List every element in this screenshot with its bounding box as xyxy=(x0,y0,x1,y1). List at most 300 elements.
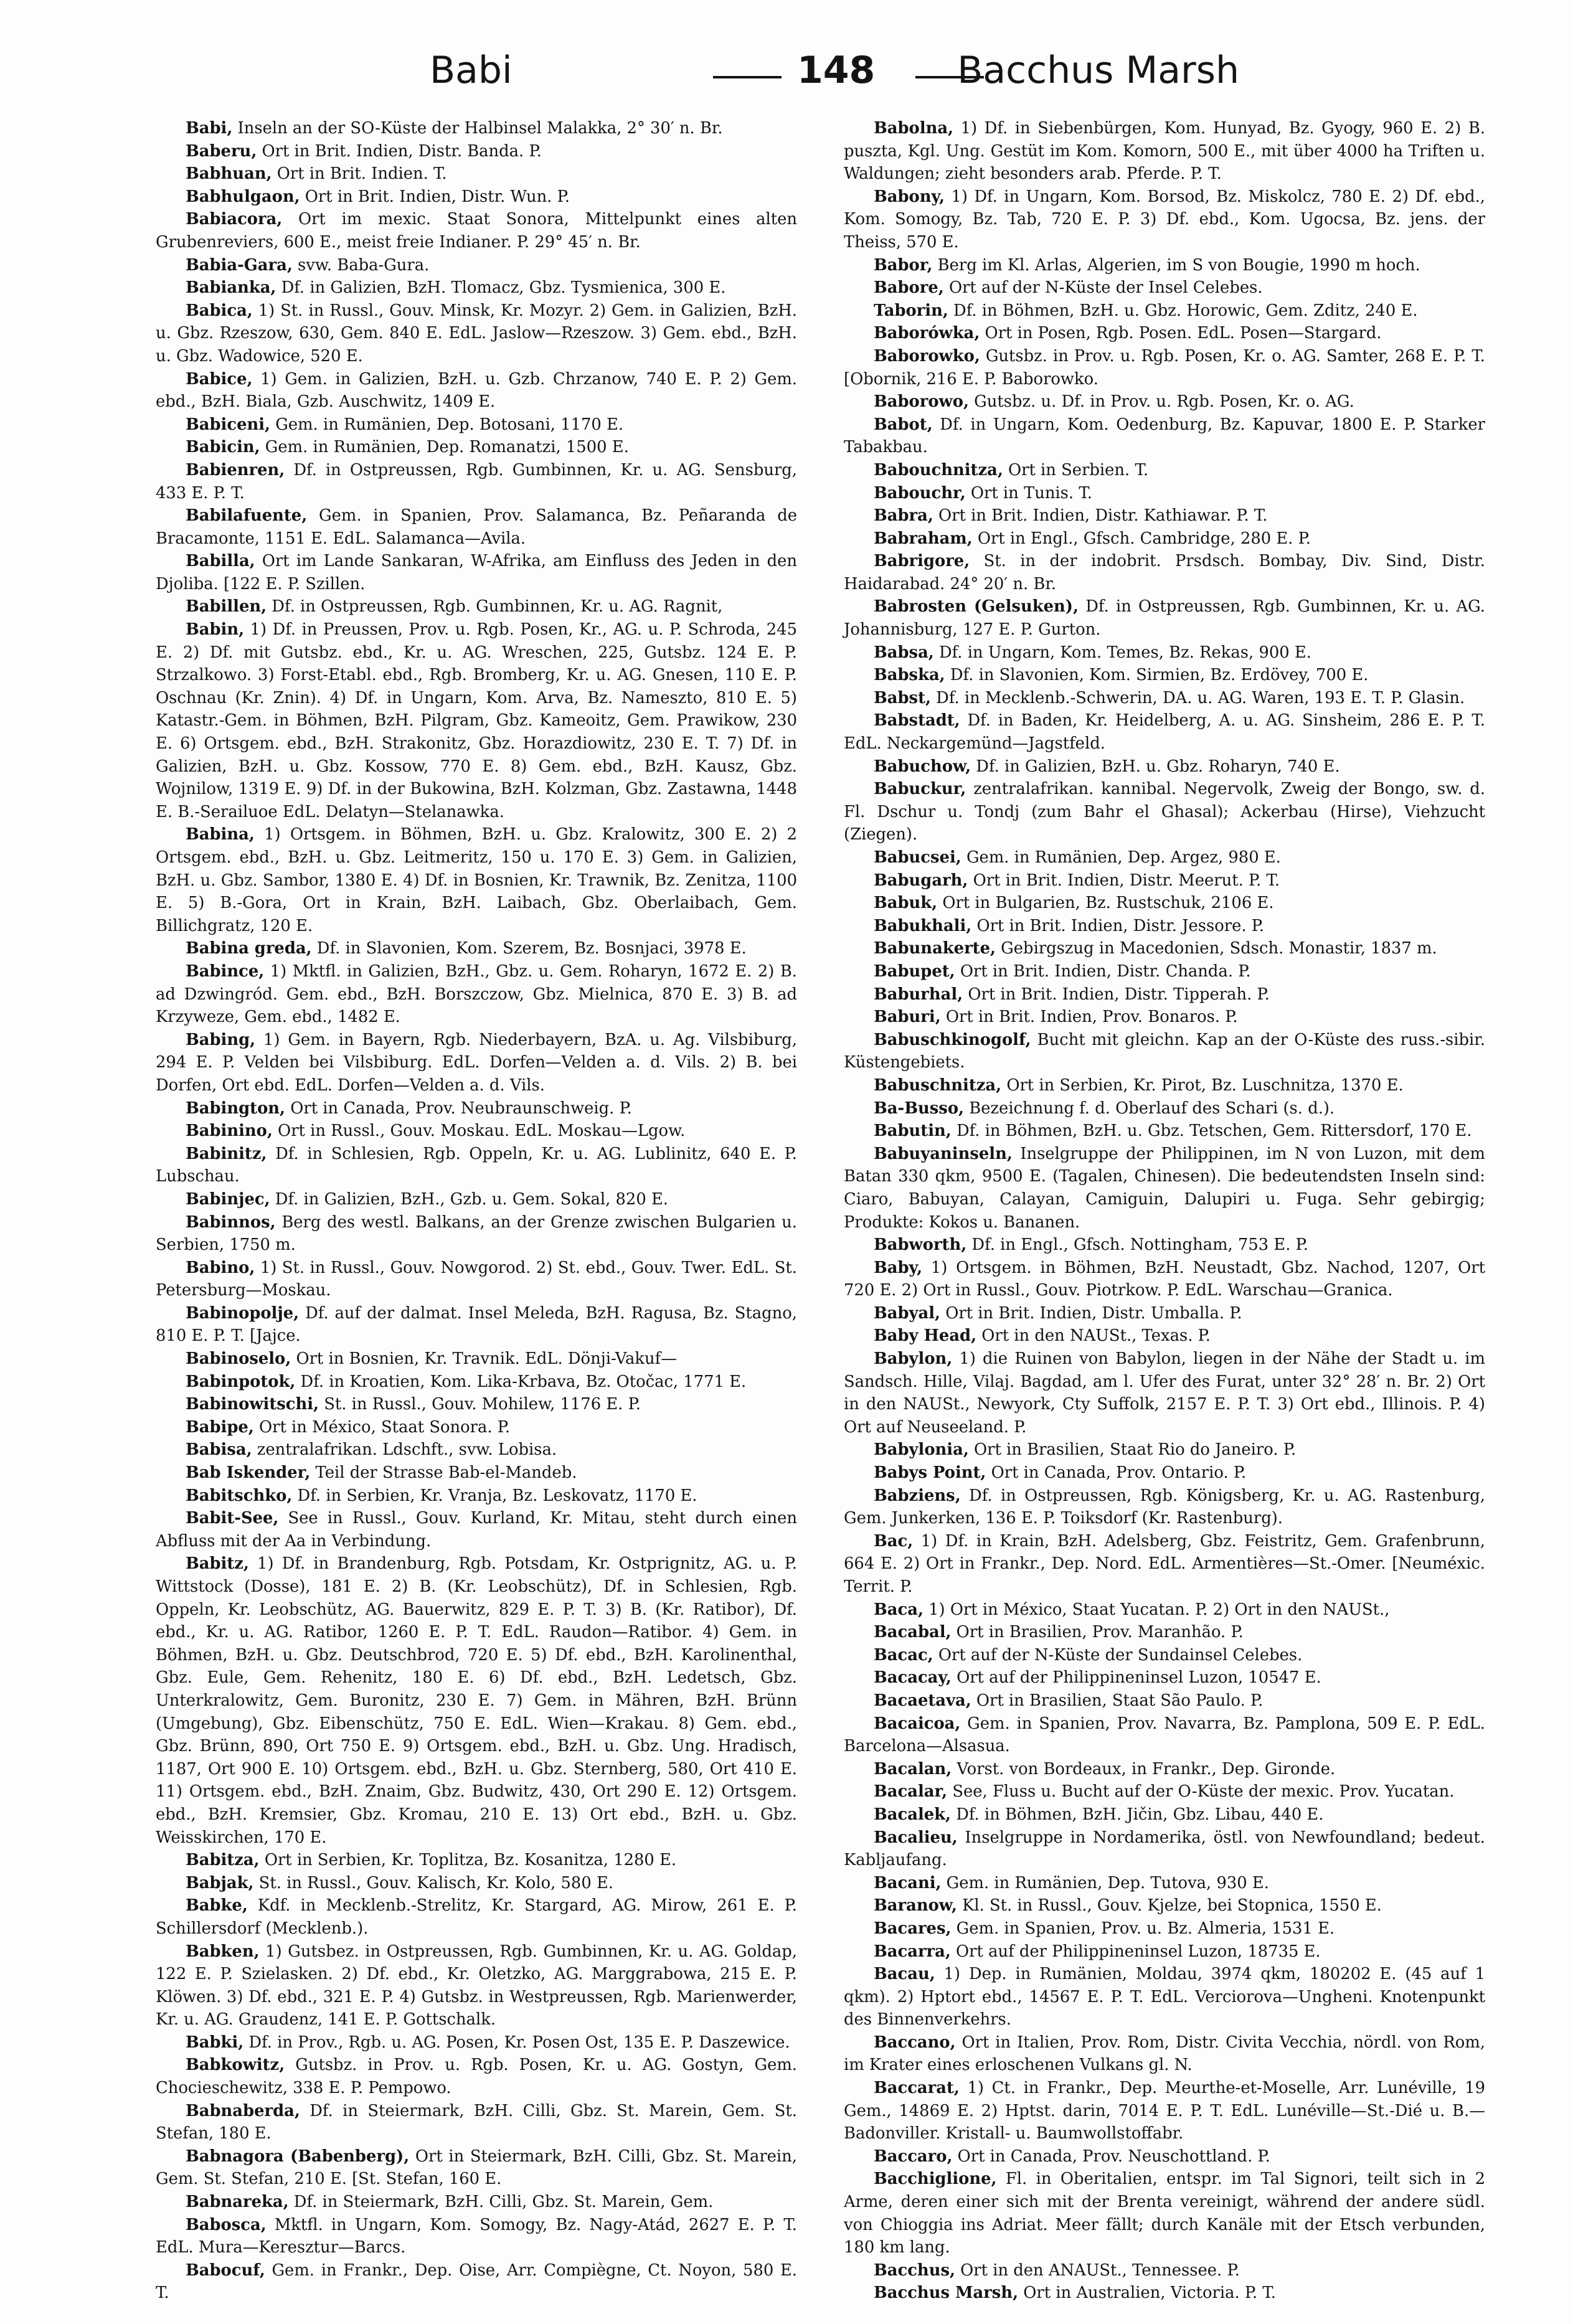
gazetteer-entry xyxy=(156,1393,797,1416)
entry-headword: Babilafuente, xyxy=(186,506,308,526)
gazetteer-entry xyxy=(156,1348,797,1371)
gazetteer-entry xyxy=(844,915,1485,938)
entry-text: Teil der Strasse Bab-el-Mandeb. xyxy=(310,1463,577,1483)
entry-text: Gebirgszug in Macedonien, Sdsch. Monastir, 1837 m. xyxy=(995,939,1437,958)
entry-text: Berg im Kl. Arlas, Algerien, im S von Bougie, 1990 m hoch. xyxy=(932,255,1420,275)
entry-headword: Babitz, xyxy=(186,1554,249,1574)
entry-text: Ort in Canada, Prov. Neubraunschweig. P. xyxy=(285,1098,632,1118)
gazetteer-entry xyxy=(844,2077,1485,2145)
entry-text: Ort in Brit. Indien, Distr. Kathiawar. P. T. xyxy=(933,506,1268,526)
gazetteer-entry xyxy=(844,1302,1485,1325)
entry-headword: Babziens, xyxy=(874,1486,961,1505)
entry-headword: Babska, xyxy=(874,666,945,685)
entry-headword: Babinnos, xyxy=(186,1212,276,1232)
entry-headword: Bac, xyxy=(874,1531,914,1551)
entry-headword: Baborowko, xyxy=(874,346,980,366)
entry-text: Gem. in Frankr., Dep. Oise, Arr. Compiègne, Ct. Noyon, 580 E. T. xyxy=(156,2260,797,2303)
entry-headword: Babianka, xyxy=(186,278,276,298)
entry-headword: Babolna, xyxy=(874,119,954,138)
entry-headword: Baranow, xyxy=(874,1896,957,1915)
gazetteer-entry xyxy=(156,1462,797,1485)
entry-headword: Babinowitschi, xyxy=(186,1395,319,1414)
gazetteer-entry xyxy=(844,778,1485,846)
entry-headword: Babosca, xyxy=(186,2215,267,2234)
entry-text: Df. in Ostpreussen, Rgb. Königsberg, Kr. u. AG. Rastenburg, Gem. Junkerken, 136 E. P. Toiksdorf (Kr. Rastenburg). xyxy=(844,1486,1485,1528)
entry-headword: Babi, xyxy=(186,119,233,138)
gazetteer-entry xyxy=(844,2145,1485,2168)
entry-text: 1) Gem. in Bayern, Rgb. Niederbayern, BzA. u. Ag. Vilsbiburg, 294 E. P. Velden bei Vilsbiburg. EdL. Dorfen—Velden a. d. Vils. 2) B. bei Dorfen, Ort ebd. EdL. Dorfen—Velden a. d. Vils. xyxy=(156,1030,797,1095)
entry-text: Df. in Schlesien, Rgb. Oppeln, Kr. u. AG. Lublinitz, 640 E. P. Lubschau. xyxy=(156,1144,797,1186)
entry-text: 1) St. in Russl., Gouv. Minsk, Kr. Mozyr. 2) Gem. in Galizien, BzH. u. Gbz. Rzeszow, 630, Gem. 840 E. EdL. Jaslow—Rzeszow. 3) Gem. ebd., BzH. u. Gbz. Wadowice, 520 E. xyxy=(156,301,797,366)
entry-headword: Babipe, xyxy=(186,1417,254,1437)
header-last-entry: Bacchus Marsh xyxy=(957,49,1239,92)
gazetteer-entry xyxy=(844,1712,1485,1758)
entry-headword: Ba-Busso, xyxy=(874,1098,965,1118)
gazetteer-entry xyxy=(844,1074,1485,1097)
entry-text: Df. in Böhmen, BzH. u. Gbz. Horowic, Gem. Zditz, 240 E. xyxy=(948,301,1418,320)
entry-text: Ort im Lande Sankaran, W-Afrika, am Einfluss des Jeden in den Djoliba. [122 E. P. Szillen. xyxy=(156,552,797,593)
entry-headword: Babuckur, xyxy=(874,780,966,799)
entry-text: 1) Mktfl. in Galizien, BzH., Gbz. u. Gem. Roharyn, 1672 E. 2) B. ad Dzwingród. Gem. ebd., BzH. Borszczow, Gbz. Mielnica, 870 E. 3) B. ad Krzyweze, Gem. ebd., 1482 E. xyxy=(156,961,797,1027)
entry-headword: Bacalar, xyxy=(874,1782,948,1802)
entry-headword: Babina greda, xyxy=(186,939,312,958)
gazetteer-entry xyxy=(156,823,797,937)
gazetteer-entry xyxy=(156,1416,797,1439)
entry-text: Df. in Ungarn, Kom. Oedenburg, Bz. Kapuvar, 1800 E. P. Starker Tabakbau. xyxy=(844,415,1485,457)
entry-headword: Baby Head, xyxy=(874,1326,977,1346)
entry-text: Ort in Brit. Indien, Prov. Bonaros. P. xyxy=(940,1008,1238,1027)
entry-text: Gem. in Rumänien, Dep. Romanatzi, 1500 E. xyxy=(260,438,629,457)
entry-headword: Baberu, xyxy=(186,141,257,161)
entry-headword: Babilla, xyxy=(186,552,255,571)
entry-headword: Bacau, xyxy=(874,1965,935,1984)
gazetteer-entry xyxy=(844,254,1485,277)
entry-text: Ort in Posen, Rgb. Posen. EdL. Posen—Stargard. xyxy=(980,324,1382,343)
entry-headword: Babukhali, xyxy=(874,916,972,935)
gazetteer-entry xyxy=(844,1758,1485,1781)
entry-text: Df. in Ungarn, Kom. Temes, Bz. Rekas, 900 E. xyxy=(933,643,1311,662)
entry-headword: Babocuf, xyxy=(186,2260,265,2280)
gazetteer-entry xyxy=(844,1438,1485,1462)
entry-headword: Babinopolje, xyxy=(186,1303,300,1323)
entry-headword: Babnagora (Babenberg), xyxy=(186,2147,410,2166)
entry-text: Df. in Ostpreussen, Rgb. Gumbinnen, Kr. u. AG. Johannisburg, 127 E. P. Gurton. xyxy=(844,597,1485,640)
entry-text: Ort in Bosnien, Kr. Travnik. EdL. Dönji-Vakuf— xyxy=(291,1349,678,1369)
entry-headword: Babyal, xyxy=(874,1303,941,1323)
gazetteer-entry xyxy=(844,1803,1485,1826)
entry-headword: Babys Point, xyxy=(874,1463,986,1483)
entry-headword: Babince, xyxy=(186,961,265,981)
entry-text: Ort auf der Philippineninsel Luzon, 10547 E. xyxy=(951,1668,1321,1688)
entry-headword: Bacchus, xyxy=(874,2260,955,2280)
entry-text: Ort in Brit. Indien, Distr. Banda. P. xyxy=(257,141,542,161)
entry-text: zentralafrikan. kannibal. Negervolk, Zweig der Bongo, sw. d. Fl. Dschur u. Tondj (zum Bahr el Ghasal); Ackerbau (Hirse), Viehzucht (Ziegen). xyxy=(844,780,1485,844)
gazetteer-entry xyxy=(844,1029,1485,1074)
entry-headword: Bacalek, xyxy=(874,1805,952,1824)
entry-text: Ort in Brit. Indien, Distr. Meerut. P. T. xyxy=(968,871,1280,890)
entry-headword: Bacarra, xyxy=(874,1942,951,1961)
entry-headword: Babicin, xyxy=(186,438,260,457)
entry-text: Inselgruppe der Philippinen, im N von Luzon, mit dem Batan 330 qkm, 9500 E. (Tagalen, Chinesen). Die bedeutendsten Inseln sind: Ciaro, Babuyan, Calayan, Camiguin, Dalupiri u. Fuga. Sehr gebirgig; Produkte: Kokos u. Bananen. xyxy=(844,1144,1485,1232)
entry-text: Ort in México, Staat Sonora. P. xyxy=(253,1417,511,1437)
gazetteer-entry xyxy=(844,1780,1485,1803)
entry-headword: Babucsei, xyxy=(874,848,961,867)
entry-text: Kdf. in Mecklenb.-Strelitz, Kr. Stargard, AG. Mirow, 261 E. P. Schillersdorf (Mecklenb.). xyxy=(156,1896,797,1938)
gazetteer-entry xyxy=(156,1507,797,1552)
entry-text: Ort in den NAUSt., Texas. P. xyxy=(976,1326,1211,1346)
entry-text: Df. in Galizien, BzH. u. Gbz. Roharyn, 740 E. xyxy=(971,757,1340,776)
page-header xyxy=(106,37,1495,106)
entry-headword: Babor, xyxy=(874,255,933,275)
entry-headword: Baca, xyxy=(874,1600,923,1619)
gazetteer-entry xyxy=(844,1234,1485,1257)
entry-text: Bucht mit gleichn. Kap an der O-Küste des russ.-sibir. Küstengebiets. xyxy=(844,1030,1485,1072)
entry-text: Ort in Tunis. T. xyxy=(965,483,1092,503)
gazetteer-entry xyxy=(156,960,797,1029)
entry-text: 1) Ort in México, Staat Yucatan. P. 2) Ort in den NAUSt., xyxy=(923,1600,1390,1619)
entry-text: Inseln an der SO-Küste der Halbinsel Malakka, 2° 30′ n. Br. xyxy=(232,119,723,138)
gazetteer-entry xyxy=(156,2100,797,2145)
entry-headword: Babylonia, xyxy=(874,1440,969,1460)
header-rule-left xyxy=(713,76,782,78)
entry-text: Berg des westl. Balkans, an der Grenze zwischen Bulgarien u. Serbien, 1750 m. xyxy=(156,1212,797,1255)
entry-text: Df. in Kroatien, Kom. Lika-Krbava, Bz. Otočac, 1771 E. xyxy=(295,1372,747,1391)
entry-headword: Babupet, xyxy=(874,961,955,981)
entry-headword: Baborówka, xyxy=(874,324,980,343)
entry-text: Ort in den ANAUSt., Tennessee. P. xyxy=(955,2260,1240,2280)
entry-headword: Babuchow, xyxy=(874,757,971,776)
gazetteer-entry xyxy=(844,687,1485,710)
gazetteer-entry xyxy=(844,276,1485,300)
entry-text: Fl. in Oberitalien, entspr. im Tal Signori, teilt sich in 2 Arme, deren einer sich mit der Brenta vereinigt, während der andere südl. von Chioggia ins Adriat. Meer fällt; durch Kanäle mit der Etsch verbunden, 180 km lang. xyxy=(844,2170,1485,2257)
entry-text: 1) Df. in Preussen, Prov. u. Rgb. Posen, Kr., AG. u. P. Schroda, 245 E. 2) Df. mit Gutsbz. ebd., Kr. u. AG. Wreschen, 225, Gutsbz. 124 E. P. Strzalkowo. 3) Forst-Etabl. ebd., Rgb. Bromberg, Kr. u. AG. Gnesen, 110 E. P. Oschnau (Kr. Znin). 4) Df. in Ungarn, Kom. Arva, Bz. Nameszto, 810 E. 5) Katastr.-Gem. in Böhmen, BzH. Pilgram, Gbz. Kameoitz, Gem. Prawikow, 230 E. 6) Ortsgem. ebd., BzH. Strakonitz, Gbz. Horazdiowitz, 230 E. T. 7) Df. in Galizien, BzH. u. Gbz. Kossow, 770 E. 8) Gem. ebd., BzH. Kausz, Gbz. Wojnilow, 1319 E. 9) Df. in der Bukowina, BzH. Kolzman, Gbz. Zastawna, 1448 E. B.-Serailuoe EdL. Delatyn—Stelanawka. xyxy=(156,620,797,821)
entry-headword: Babot, xyxy=(874,415,933,434)
entry-text: Df. in Slavonien, Kom. Sirmien, Bz. Erdövey, 700 E. xyxy=(945,666,1369,685)
left-column xyxy=(156,117,797,2303)
entry-headword: Babinino, xyxy=(186,1122,273,1141)
entry-headword: Bacalan, xyxy=(874,1759,952,1778)
gazetteer-entry xyxy=(156,1552,797,1849)
entry-headword: Babino, xyxy=(186,1258,255,1277)
entry-headword: Babjak, xyxy=(186,1873,254,1892)
entry-headword: Baborowo, xyxy=(874,392,969,412)
entry-text: Df. in Mecklenb.-Schwerin, DA. u. AG. Waren, 193 E. T. P. Glasin. xyxy=(930,688,1465,707)
entry-text: Ort in Australien, Victoria. P. T. xyxy=(1018,2284,1277,2303)
entry-headword: Babouchnitza, xyxy=(874,460,1003,479)
entry-text: Gem. in Spanien, Prov. u. Bz. Almeria, 1531 E. xyxy=(951,1919,1335,1938)
gazetteer-entry xyxy=(844,1348,1485,1438)
gazetteer-entry xyxy=(844,390,1485,413)
gazetteer-entry xyxy=(156,2191,797,2214)
entry-text: Df. in Ostpreussen, Rgb. Gumbinnen, Kr. u. AG. Sensburg, 433 E. P. T. xyxy=(156,460,797,503)
gazetteer-entry xyxy=(844,1894,1485,1917)
entry-text: Ort in Russl., Gouv. Moskau. EdL. Moskau—Lgow. xyxy=(272,1122,686,1141)
entry-headword: Babugarh, xyxy=(874,871,968,890)
gazetteer-entry xyxy=(156,186,797,209)
entry-text: Vorst. von Bordeaux, in Frankr., Dep. Gironde. xyxy=(952,1759,1336,1778)
gazetteer-entry xyxy=(156,163,797,186)
gazetteer-entry xyxy=(844,1644,1485,1667)
entry-text: Df. auf der dalmat. Insel Meleda, BzH. Ragusa, Bz. Stagno, 810 E. P. T. [Jajce. xyxy=(156,1303,797,1346)
entry-text: Ort in Steiermark, BzH. Cilli, Gbz. St. Marein, Gem. St. Stefan, 210 E. [St. Stefan, 160 E. xyxy=(156,2147,797,2189)
entry-headword: Bacchus Marsh, xyxy=(874,2284,1019,2303)
entry-text: Df. in Ostpreussen, Rgb. Gumbinnen, Kr. u. AG. Ragnit, xyxy=(267,597,723,616)
header-first-entry: Babi xyxy=(430,49,513,92)
entry-text: Kl. St. in Russl., Gouv. Kjelze, bei Stopnica, 1550 E. xyxy=(957,1896,1382,1915)
entry-text: Ort in Engl., Gfsch. Cambridge, 280 E. P. xyxy=(972,529,1311,548)
gazetteer-entry xyxy=(844,960,1485,983)
entry-headword: Babing, xyxy=(186,1030,256,1049)
gazetteer-entry xyxy=(156,2214,797,2259)
entry-headword: Bab Iskender, xyxy=(186,1463,311,1483)
entry-headword: Babin, xyxy=(186,620,245,640)
gazetteer-entry xyxy=(156,1211,797,1257)
entry-text: Df. in Baden, Kr. Heidelberg, A. u. AG. Sinsheim, 286 E. P. T. EdL. Neckargemünd—Jagstfeld. xyxy=(844,711,1485,753)
gazetteer-entry xyxy=(844,1097,1485,1120)
entry-headword: Babitza, xyxy=(186,1851,260,1870)
gazetteer-entry xyxy=(844,413,1485,459)
gazetteer-entry xyxy=(156,254,797,277)
entry-headword: Babki, xyxy=(186,2033,244,2052)
gazetteer-entry xyxy=(156,618,797,823)
entry-text: 1) Df. in Siebenbürgen, Kom. Hunyad, Bz. Gyogy, 960 E. 2) B. puszta, Kgl. Ung. Gestüt im Kom. Komorn, 500 E., mit über 4000 ha Triften u. Waldungen; zieht besonders arab. Pferde. P. T. xyxy=(844,119,1485,184)
entry-headword: Babnaberda, xyxy=(186,2101,300,2120)
gazetteer-entry xyxy=(844,2282,1485,2305)
entry-headword: Babuschnitza, xyxy=(874,1075,1002,1095)
gazetteer-entry xyxy=(156,1143,797,1188)
entry-text: Inselgruppe in Nordamerika, östl. von Newfoundland; bedeut. Kabljaufang. xyxy=(844,1828,1485,1870)
entry-headword: Babinitz, xyxy=(186,1144,267,1163)
gazetteer-entry xyxy=(844,641,1485,664)
entry-headword: Baby, xyxy=(874,1258,923,1277)
entry-text: Ort in Serbien. T. xyxy=(1003,460,1149,479)
entry-headword: Babkowitz, xyxy=(186,2056,285,2075)
gazetteer-entry xyxy=(844,846,1485,869)
gazetteer-entry xyxy=(844,1006,1485,1029)
entry-headword: Babinjec, xyxy=(186,1189,270,1209)
gazetteer-entry xyxy=(844,1120,1485,1143)
entry-headword: Babice, xyxy=(186,369,253,389)
gazetteer-entry xyxy=(156,1849,797,1872)
entry-text: Ort in Brit. Indien, Distr. Umballa. P. xyxy=(940,1303,1242,1323)
entry-text: 1) Ct. in Frankr., Dep. Meurthe-et-Moselle, Arr. Lunéville, 19 Gem., 14869 E. 2) Hptst. darin, 7014 E. P. T. EdL. Lunéville—St.-Dié u. B.—Badonviller. Kristall- u. Baumwollstoffabr. xyxy=(844,2079,1485,2143)
entry-headword: Bacaicoa, xyxy=(874,1714,961,1733)
entry-headword: Babsa, xyxy=(874,643,934,662)
entry-headword: Babington, xyxy=(186,1098,286,1118)
entry-headword: Babia-Gara, xyxy=(186,255,293,275)
entry-headword: Babinpotok, xyxy=(186,1372,296,1391)
gazetteer-entry xyxy=(156,208,797,253)
entry-text: St. in der indobrit. Prsdsch. Bombay, Div. Sind, Distr. Haidarabad. 24° 20′ n. Br. xyxy=(844,552,1485,593)
entry-text: See in Russl., Gouv. Kurland, Kr. Mitau, steht durch einen Abfluss mit der Aa in Verbindung. xyxy=(156,1509,797,1551)
entry-text: Ort im mexic. Staat Sonora, Mittelpunkt eines alten Grubenreviers, 600 E., meist freie Indianer. P. 29° 45′ n. Br. xyxy=(156,210,797,252)
entry-text: Gem. in Rumänien, Dep. Argez, 980 E. xyxy=(961,848,1281,867)
entry-text: Ort auf der Philippineninsel Luzon, 18735 E. xyxy=(950,1942,1321,1961)
entry-headword: Babhuan, xyxy=(186,164,272,184)
entry-text: Df. in Böhmen, BzH. Jičin, Gbz. Libau, 440 E. xyxy=(951,1805,1324,1824)
gazetteer-entry xyxy=(844,755,1485,778)
gazetteer-entry xyxy=(844,2168,1485,2259)
gazetteer-entry xyxy=(844,1940,1485,1963)
entry-headword: Bacalieu, xyxy=(874,1828,958,1847)
gazetteer-entry xyxy=(844,459,1485,482)
entry-headword: Babony, xyxy=(874,187,945,206)
entry-text: Ort in Italien, Prov. Rom, Distr. Civita Vecchia, nördl. von Rom, im Krater eines erloschenen Vulkans gl. N. xyxy=(844,2033,1485,2075)
gazetteer-entry xyxy=(156,2031,797,2054)
entry-text: Df. in Böhmen, BzH. u. Gbz. Tetschen, Gem. Rittersdorf, 170 E. xyxy=(951,1122,1472,1141)
entry-headword: Babra, xyxy=(874,506,933,526)
gazetteer-entry xyxy=(844,550,1485,595)
gazetteer-entry xyxy=(844,1872,1485,1895)
gazetteer-entry xyxy=(844,1917,1485,1940)
gazetteer-entry xyxy=(156,2259,797,2305)
entry-text: 1) Df. in Brandenburg, Rgb. Potsdam, Kr. Ostprignitz, AG. u. P. Wittstock (Dosse), 181 E. 2) B. (Kr. Leobschütz), Df. in Schlesien, Rgb. Oppeln, Kr. Leobschütz, AG. Bauerwitz, 829 E. P. T. 3) B. (Kr. Ratibor), Df. ebd., Kr. u. AG. Ratibor, 1260 E. P. T. EdL. Raudon—Ratibor. 4) Gem. in Böhmen, BzH. u. Gbz. Deutschbrod, 720 E. 5) Df. ebd., BzH. Karolinenthal, Gbz. Eule, Gem. Rehenitz, 180 E. 6) Df. ebd., BzH. Ledetsch, Gbz. Unterkralowitz, Gem. Buronitz, 230 E. 7) Gem. in Mähren, BzH. Brünn (Umgebung), Gbz. Eibenschütz, 750 E. EdL. Wien—Krakau. 8) Gem. ebd., Gbz. Brünn, 890, Ort 750 E. 9) Ortsgem. ebd., BzH. u. Gbz. Ung. Hradisch, 1187, Ort 900 E. 10) Ortsgem. ebd., BzH. u. Gbz. Sternberg, 580, Ort 410 E. 11) Ortsgem. ebd., BzH. Znaim, Gbz. Budwitz, 430, Ort 290 E. 12) Ortsgem. ebd., BzH. Kremsier, Gbz. Kromau, 210 E. 13) Ort ebd., BzH. u. Gbz. Weisskirchen, 170 E. xyxy=(156,1554,797,1847)
gazetteer-entry xyxy=(156,1302,797,1348)
entry-text: Ort auf der N-Küste der Insel Celebes. xyxy=(943,278,1263,298)
gazetteer-entry xyxy=(844,482,1485,505)
entry-text: Df. in Galizien, BzH. Tlomacz, Gbz. Tysmienica, 300 E. xyxy=(276,278,726,298)
entry-headword: Babina, xyxy=(186,825,255,844)
entry-text: 1) Gem. in Galizien, BzH. u. Gzb. Chrzanow, 740 E. P. 2) Gem. ebd., BzH. Biala, Gzb. Auschwitz, 1409 E. xyxy=(156,369,797,412)
entry-headword: Baccarat, xyxy=(874,2079,960,2098)
gazetteer-entry xyxy=(844,869,1485,892)
gazetteer-entry xyxy=(844,345,1485,390)
entry-text: Ort in Brasilien, Staat Rio do Janeiro. P. xyxy=(968,1440,1297,1460)
gazetteer-entry xyxy=(156,504,797,550)
entry-headword: Babworth, xyxy=(874,1235,967,1255)
entry-text: 1) Df. in Ungarn, Kom. Borsod, Bz. Miskolcz, 780 E. 2) Df. ebd., Kom. Somogy, Bz. Tab, 720 E. P. 3) Df. ebd., Kom. Ugocsa, Bz. jens. der Theiss, 570 E. xyxy=(844,187,1485,252)
entry-headword: Baburhal, xyxy=(874,985,963,1004)
entry-text: Ort in Brit. Indien, Distr. Jessore. P. xyxy=(971,916,1265,935)
gazetteer-entry xyxy=(844,1530,1485,1599)
entry-headword: Bacacay, xyxy=(874,1668,952,1688)
gazetteer-entry xyxy=(844,1257,1485,1302)
entry-headword: Babienren, xyxy=(186,460,285,479)
entry-headword: Babit-See, xyxy=(186,1509,279,1528)
gazetteer-entry xyxy=(844,1826,1485,1872)
entry-headword: Babhulgaon, xyxy=(186,187,300,206)
gazetteer-entry xyxy=(156,300,797,368)
gazetteer-entry xyxy=(156,2145,797,2191)
right-column xyxy=(844,117,1485,2303)
entry-text: 1) die Ruinen von Babylon, liegen in der Nähe der Stadt u. im Sandsch. Hille, Vilaj. Bagdad, am l. Ufer des Furat, unter 32° 28′ n. Br. 2) Ort in den NAUSt., Newyork, Cty Suffolk, 2157 E. P. T. 3) Ort ebd., Illinois. P. 4) Ort auf Neuseeland. P. xyxy=(844,1349,1485,1437)
gazetteer-entry xyxy=(156,550,797,595)
entry-text: Ort in Brit. Indien. T. xyxy=(272,164,447,184)
entry-headword: Taborin, xyxy=(874,301,948,320)
entry-text: Df. in Prov., Rgb. u. AG. Posen, Kr. Posen Ost, 135 E. P. Daszewice. xyxy=(243,2033,790,2052)
gazetteer-entry xyxy=(844,595,1485,641)
entry-headword: Babillen, xyxy=(186,597,267,616)
gazetteer-entry xyxy=(156,1940,797,2031)
gazetteer-entry xyxy=(156,368,797,413)
gazetteer-entry xyxy=(844,322,1485,345)
entry-text: 1) Gutsbez. in Ostpreussen, Rgb. Gumbinnen, Kr. u. AG. Goldap, 122 E. P. Szielasken. 2) Df. ebd., Kr. Oletzko, AG. Marggrabowa, 215 E. P. Klöwen. 3) Df. ebd., 321 E. P. 4) Gutsbz. in Westpreussen, Rgb. Marienwerder, Kr. u. AG. Graudenz, 141 E. P. Gottschalk. xyxy=(156,1942,797,2029)
entry-text: St. in Russl., Gouv. Kalisch, Kr. Kolo, 580 E. xyxy=(253,1873,613,1892)
entry-headword: Bacchiglione, xyxy=(874,2170,997,2189)
gazetteer-entry xyxy=(844,117,1485,186)
entry-headword: Bacac, xyxy=(874,1645,933,1665)
gazetteer-entry xyxy=(844,2031,1485,2077)
entry-text: Df. in Galizien, BzH., Gzb. u. Gem. Sokal, 820 E. xyxy=(270,1189,668,1209)
entry-text: Ort auf der N-Küste der Sundainsel Celebes. xyxy=(933,1645,1303,1665)
entry-headword: Baccano, xyxy=(874,2033,956,2052)
gazetteer-entry xyxy=(844,664,1485,687)
gazetteer-entry xyxy=(156,1120,797,1143)
entry-text: Ort in Brasilien, Staat São Paulo. P. xyxy=(971,1691,1264,1710)
entry-text: See, Fluss u. Bucht auf der O-Küste der mexic. Prov. Yucatan. xyxy=(947,1782,1455,1802)
entry-text: Gutsbz. u. Df. in Prov. u. Rgb. Posen, Kr. o. AG. xyxy=(968,392,1354,412)
entry-text: Ort in Canada, Prov. Ontario. P. xyxy=(986,1463,1247,1483)
entry-text: Ort in Brit. Indien, Distr. Chanda. P. xyxy=(955,961,1251,981)
gazetteer-entry xyxy=(156,117,797,140)
gazetteer-entry xyxy=(156,436,797,459)
gazetteer-entry xyxy=(844,1325,1485,1348)
gazetteer-entry xyxy=(844,1689,1485,1712)
gazetteer-entry xyxy=(844,1143,1485,1234)
entry-text: Df. in Slavonien, Kom. Szerem, Bz. Bosnjaci, 3978 E. xyxy=(311,939,747,958)
gazetteer-entry xyxy=(844,1599,1485,1622)
entry-headword: Babunakerte, xyxy=(874,939,996,958)
gazetteer-entry xyxy=(844,504,1485,527)
entry-headword: Babken, xyxy=(186,1942,260,1961)
gazetteer-entry xyxy=(844,2259,1485,2282)
gazetteer-entry xyxy=(844,1462,1485,1485)
gazetteer-entry xyxy=(156,1438,797,1462)
gazetteer-entry xyxy=(156,2054,797,2099)
entry-headword: Babitschko, xyxy=(186,1486,293,1505)
entry-headword: Babrosten (Gelsuken), xyxy=(874,597,1079,616)
entry-text: Df. in Engl., Gfsch. Nottingham, 753 E. P. xyxy=(966,1235,1308,1255)
entry-text: Gem. in Spanien, Prov. Navarra, Bz. Pamplona, 509 E. P. EdL. Barcelona—Alsasua. xyxy=(844,1714,1485,1756)
entry-headword: Babinoselo, xyxy=(186,1349,291,1369)
gazetteer-entry xyxy=(156,595,797,618)
entry-headword: Babisa, xyxy=(186,1440,252,1460)
entry-headword: Baburi, xyxy=(874,1008,941,1027)
entry-text: 1) Dep. in Rumänien, Moldau, 3974 qkm, 180202 E. (45 auf 1 qkm). 2) Hptort ebd., 14567 E. P. T. EdL. Verciorova—Ungheni. Knotenpunkt des Binnenverkehrs. xyxy=(844,1965,1485,2029)
entry-headword: Babylon, xyxy=(874,1349,953,1369)
gazetteer-entry xyxy=(156,1029,797,1097)
entry-headword: Bacabal, xyxy=(874,1623,952,1642)
entry-text: Gutsbz. in Prov. u. Rgb. Posen, Kr. o. AG. Samter, 268 E. P. T. [Obornik, 216 E. P. Baborowko. xyxy=(844,346,1485,389)
gazetteer-entry xyxy=(156,1257,797,1302)
entry-text: Ort in Brit. Indien, Distr. Wun. P. xyxy=(300,187,570,206)
entry-text: Ort in Canada, Prov. Neuschottland. P. xyxy=(952,2147,1270,2166)
gazetteer-entry xyxy=(156,1188,797,1211)
entry-text: 1) Df. in Krain, BzH. Adelsberg, Gbz. Feistritz, Gem. Grafenbrunn, 664 E. 2) Ort in Frankr., Dep. Nord. EdL. Armentières—St.-Omer. [Neuméxic. Territ. P. xyxy=(844,1531,1485,1596)
entry-text: Bezeichnung f. d. Oberlauf des Schari (s. d.). xyxy=(964,1098,1335,1118)
entry-headword: Babraham, xyxy=(874,529,973,548)
entry-headword: Babstadt, xyxy=(874,711,960,730)
gazetteer-entry xyxy=(844,1485,1485,1530)
entry-headword: Babica, xyxy=(186,301,253,320)
entry-headword: Babke, xyxy=(186,1896,248,1915)
gazetteer-entry xyxy=(156,1097,797,1120)
gazetteer-entry xyxy=(156,937,797,960)
entry-text: Df. in Steiermark, BzH. Cilli, Gbz. St. Marein, Gem. xyxy=(288,2193,714,2212)
entry-headword: Babiceni, xyxy=(186,415,271,434)
entry-headword: Babore, xyxy=(874,278,944,298)
entry-headword: Babutin, xyxy=(874,1122,952,1141)
gazetteer-entry xyxy=(156,413,797,437)
entry-text: St. in Russl., Gouv. Mohilew, 1176 E. P. xyxy=(319,1395,641,1414)
page-number: 148 xyxy=(797,49,876,92)
entry-text: 1) Ortsgem. in Böhmen, BzH. u. Gbz. Kralowitz, 300 E. 2) 2 Ortsgem. ebd., BzH. u. Gbz. Leitmeritz, 150 u. 170 E. 3) Gem. in Galizien, BzH. u. Gbz. Sambor, 1380 E. 4) Df. in Bosnien, Kr. Trawnik, Bz. Zenitza, 1100 E. 5) B.-Gora, Ort in Krain, BzH. Laibach, Gbz. Oberlaibach, Gem. Billichgratz, 120 E. xyxy=(156,825,797,935)
entry-headword: Baccaro, xyxy=(874,2147,953,2166)
entry-text: zentralafrikan. Ldschft., svw. Lobisa. xyxy=(252,1440,557,1460)
gazetteer-entry xyxy=(844,1621,1485,1644)
entry-text: Mktfl. in Ungarn, Kom. Somogy, Bz. Nagy-Atád, 2627 E. P. T. EdL. Mura—Keresztur—Barcs. xyxy=(156,2215,797,2257)
gazetteer-entry xyxy=(844,709,1485,755)
